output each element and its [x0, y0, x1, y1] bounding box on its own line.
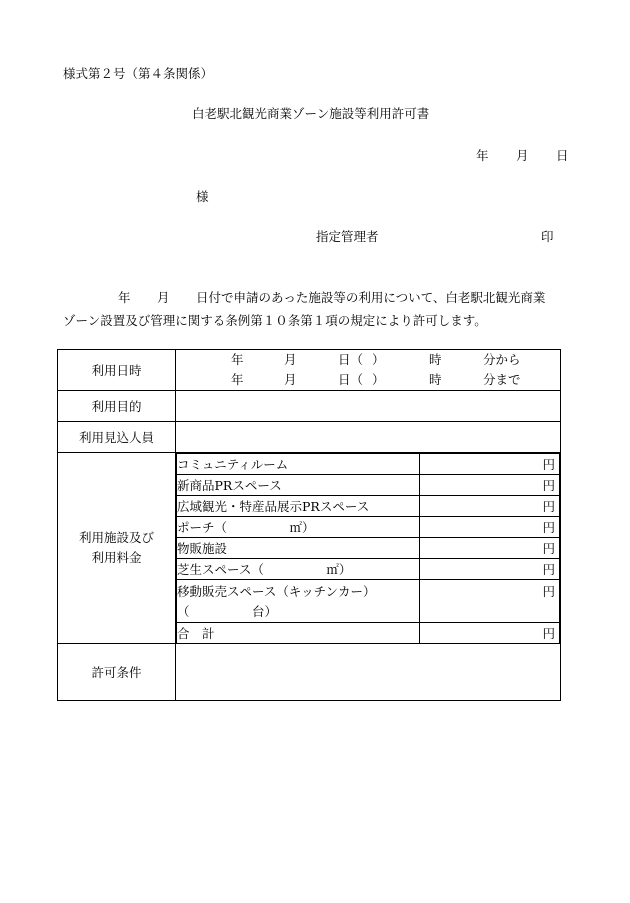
facility-total	[177, 623, 560, 644]
facility-name-community-room: コミュニティルーム	[177, 454, 420, 475]
date-day-label: 日	[556, 148, 569, 163]
usage-datetime-cell	[176, 350, 561, 391]
conditions-label: 許可条件	[58, 644, 176, 701]
issuer-label: 指定管理者	[316, 229, 379, 244]
addressee-suffix: 様	[196, 189, 209, 204]
usage-datetime-row	[58, 350, 561, 391]
facility-name-new-product-pr: 新商品PRスペース	[177, 475, 420, 496]
from-suffix: 分から	[483, 352, 521, 367]
facility-item	[177, 496, 560, 517]
facility-label	[58, 453, 176, 644]
total-label: 合 計	[177, 623, 420, 644]
to-suffix: 分まで	[483, 372, 521, 387]
date-year-label: 年	[476, 148, 489, 163]
purpose-row	[58, 391, 561, 422]
purpose-value[interactable]	[176, 391, 561, 422]
from-day: 日（	[338, 352, 364, 367]
from-year: 年	[231, 352, 244, 367]
facility-name-shop: 物販施設	[177, 538, 420, 559]
to-month: 月	[284, 372, 297, 387]
to-paren-close: ）	[372, 372, 385, 387]
body-line2: ゾーン設置及び管理に関する条例第１０条第１項の規定により許可します。	[63, 313, 487, 328]
facility-name-mobile-sales	[177, 580, 420, 623]
usage-datetime-label: 利用日時	[58, 350, 176, 391]
form-number: 様式第２号（第４条関係）	[63, 66, 214, 81]
permit-table	[57, 349, 561, 701]
from-month: 月	[284, 352, 297, 367]
facility-fee[interactable]: 円	[420, 496, 560, 517]
facility-name-porch: ポーチ（ ㎡）	[177, 517, 420, 538]
mobile-sales-line2: （ 台）	[177, 604, 278, 619]
facility-list	[176, 453, 560, 643]
facility-list-cell	[176, 453, 561, 644]
conditions-row	[58, 644, 561, 701]
facility-label-line1: 利用施設及び	[78, 530, 154, 545]
to-hour: 時	[429, 372, 442, 387]
mobile-sales-line1: 移動販売スペース（キッチンカー）	[177, 584, 376, 599]
from-hour: 時	[429, 352, 442, 367]
body-month: 月	[157, 290, 170, 305]
body-line1: 日付で申請のあった施設等の利用について、白老駅北観光商業	[196, 290, 546, 305]
facility-row	[58, 453, 561, 644]
to-day: 日（	[338, 372, 364, 387]
purpose-label: 利用目的	[58, 391, 176, 422]
seal-mark: 印	[541, 229, 554, 244]
facility-fee[interactable]: 円	[420, 517, 560, 538]
document-title: 白老駅北観光商業ゾーン施設等利用許可書	[192, 106, 430, 121]
facility-fee[interactable]: 円	[420, 454, 560, 475]
facility-name-lawn: 芝生スペース（ ㎡）	[177, 559, 420, 580]
facility-item	[177, 475, 560, 496]
facility-item	[177, 559, 560, 580]
people-value[interactable]	[176, 422, 561, 453]
facility-item	[177, 538, 560, 559]
to-year: 年	[231, 372, 244, 387]
body-year: 年	[118, 290, 131, 305]
people-row	[58, 422, 561, 453]
date-month-label: 月	[516, 148, 529, 163]
facility-item	[177, 580, 560, 623]
people-label: 利用見込人員	[58, 422, 176, 453]
facility-item	[177, 454, 560, 475]
facility-item	[177, 517, 560, 538]
facility-fee[interactable]: 円	[420, 538, 560, 559]
total-fee[interactable]: 円	[420, 623, 560, 644]
from-paren-close: ）	[372, 352, 385, 367]
facility-fee[interactable]: 円	[420, 559, 560, 580]
conditions-value[interactable]	[176, 644, 561, 701]
facility-label-line2: 利用料金	[91, 550, 142, 565]
facility-fee[interactable]: 円	[420, 475, 560, 496]
facility-fee[interactable]: 円	[420, 580, 560, 623]
facility-name-tourism-exhibit: 広域観光・特産品展示PRスペース	[177, 496, 420, 517]
